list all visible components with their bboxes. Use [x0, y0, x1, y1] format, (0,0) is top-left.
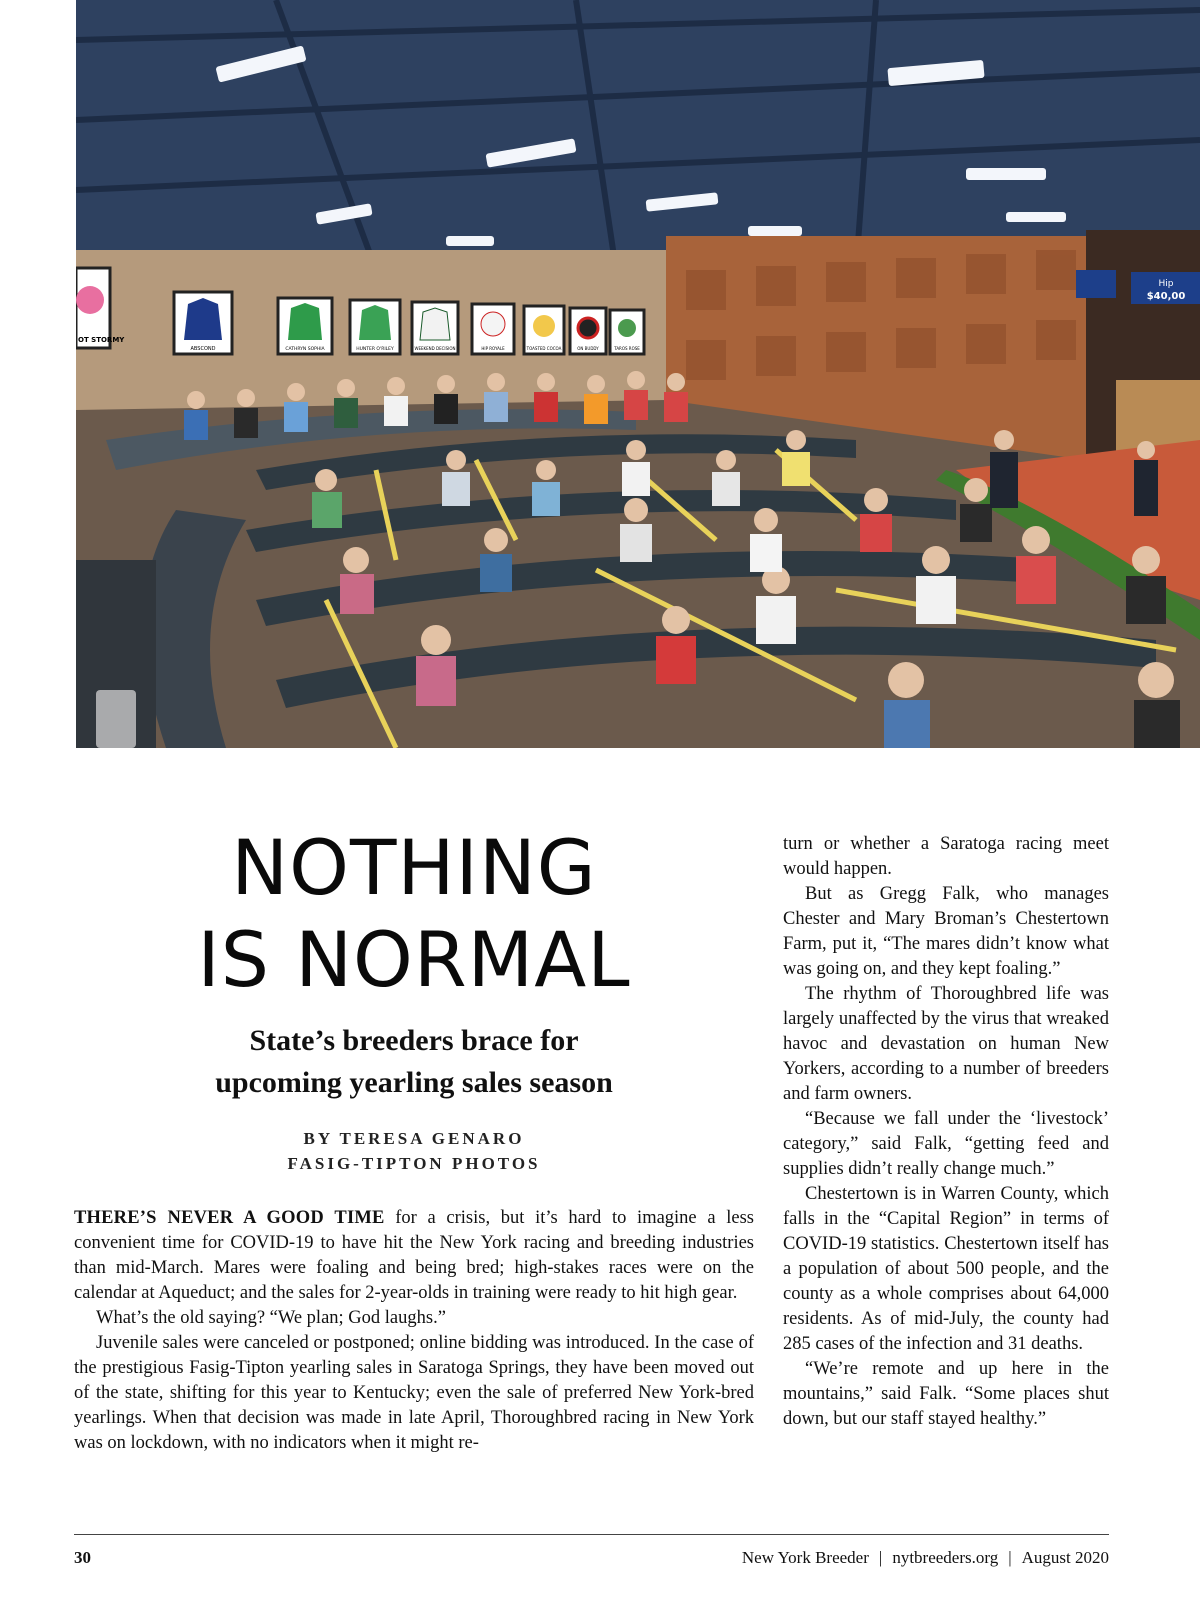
svg-text:OT STORMY: OT STORMY [78, 336, 125, 344]
ceiling [76, 0, 1200, 270]
page-number: 30 [74, 1548, 91, 1567]
cup [96, 690, 136, 748]
paragraph: turn or whether a Saratoga racing meet would happen. [783, 834, 1109, 879]
silk-frame [412, 302, 458, 354]
headline-line-1: NOTHING [231, 823, 597, 912]
silk-frame [570, 308, 606, 354]
silk-frame [472, 304, 514, 354]
board-price-label: $40,00 [1146, 291, 1186, 302]
footer-separator: | [1008, 1548, 1012, 1567]
svg-text:TOASTED COCOA: TOASTED COCOA [526, 346, 562, 351]
headline [74, 822, 754, 1006]
board-hip-label: Hip [1158, 279, 1174, 289]
byline: BY TERESA GENARO [303, 1129, 525, 1148]
sales-pavilion-illustration [76, 0, 1200, 748]
svg-text:HUNTER O'RILEY: HUNTER O'RILEY [356, 347, 394, 352]
silk-frame [174, 292, 232, 354]
silk-frame [524, 306, 564, 354]
svg-text:WEEKEND DECISION: WEEKEND DECISION [414, 346, 456, 351]
subheadline [74, 1020, 754, 1104]
paragraph: What’s the old saying? “We plan; God laughs.” [96, 1308, 446, 1328]
article-body-left [74, 1206, 754, 1456]
footer-rule [74, 1534, 1109, 1535]
credits [74, 1126, 754, 1176]
paragraph: “We’re remote and up here in the mountains,” said Falk. “Some places shut down, but our staff stayed healthy.” [783, 1359, 1109, 1429]
svg-text:TAROS ROSE: TAROS ROSE [614, 346, 640, 351]
paragraph: “Because we fall under the ‘livestock’ category,” said Falk, “getting feed and supplies didn’t really change much.” [783, 1109, 1109, 1179]
svg-text:HIP ROYALE: HIP ROYALE [481, 346, 505, 351]
svg-text:ABSCOND: ABSCOND [190, 346, 216, 352]
photo-credit: FASIG-TIPTON PHOTOS [287, 1154, 541, 1173]
lead-in: THERE’S NEVER A GOOD TIME [74, 1208, 385, 1228]
price-board-small [1076, 270, 1116, 298]
svg-text:CATHRYN SOPHIA: CATHRYN SOPHIA [285, 347, 325, 352]
silk-frame [278, 298, 332, 354]
article-body-right [783, 832, 1109, 1432]
svg-text:ON BUDDY: ON BUDDY [577, 346, 599, 351]
silk-frame [350, 300, 400, 354]
paragraph-text: for a crisis, but it’s hard to imagine a less convenient time for COVID-19 to have hit the New York racing and breeding industries than mid-March. Mares were foaling and being bred; high-stakes races were on the calendar at Aqueduct; and the sales for 2-year-olds in training were ready to hit high gear. [74, 1208, 754, 1303]
running-footer [742, 1548, 1109, 1568]
paragraph: Chestertown is in Warren County, which falls in the “Capital Region” in terms of COVID-19 statistics. Chestertown itself has a population of about 500 people, and the county as a whole comprises about 64,000 residents. As of mid-July, the county had 285 cases of the infection and 31 deaths. [783, 1184, 1109, 1354]
footer-separator: | [878, 1548, 883, 1567]
publication-name: New York Breeder [741, 1548, 869, 1567]
paragraph: Juvenile sales were canceled or postponed; online bidding was introduced. In the case of the prestigious Fasig-Tipton yearling sales in Saratoga Springs, they have been moved out of the state, shifting for this year to Kentucky; even the sale of preferred New York-bred yearlings. When that decision was made in late April, Thoroughbred racing in New York was on lockdown, with no indicators when it might re- [74, 1333, 754, 1453]
paragraph [74, 1206, 754, 1306]
website: nytbreeders.org [892, 1548, 999, 1567]
subheadline-line-1: State’s breeders brace for [249, 1024, 579, 1057]
subheadline-line-2: upcoming yearling sales season [215, 1066, 613, 1099]
headline-line-2: IS NORMAL [197, 915, 631, 1004]
paragraph: The rhythm of Thoroughbred life was largely unaffected by the virus that wreaked havoc and devastation on human New Yorkers, according to a number of breeders and farm owners. [783, 984, 1109, 1104]
silk-frame [610, 310, 644, 354]
hero-photo [76, 0, 1200, 748]
paragraph: But as Gregg Falk, who manages Chester and Mary Broman’s Chestertown Farm, put it, “The mares didn’t know what was going on, and they kept foaling.” [783, 884, 1109, 979]
issue-date: August 2020 [1021, 1548, 1109, 1567]
